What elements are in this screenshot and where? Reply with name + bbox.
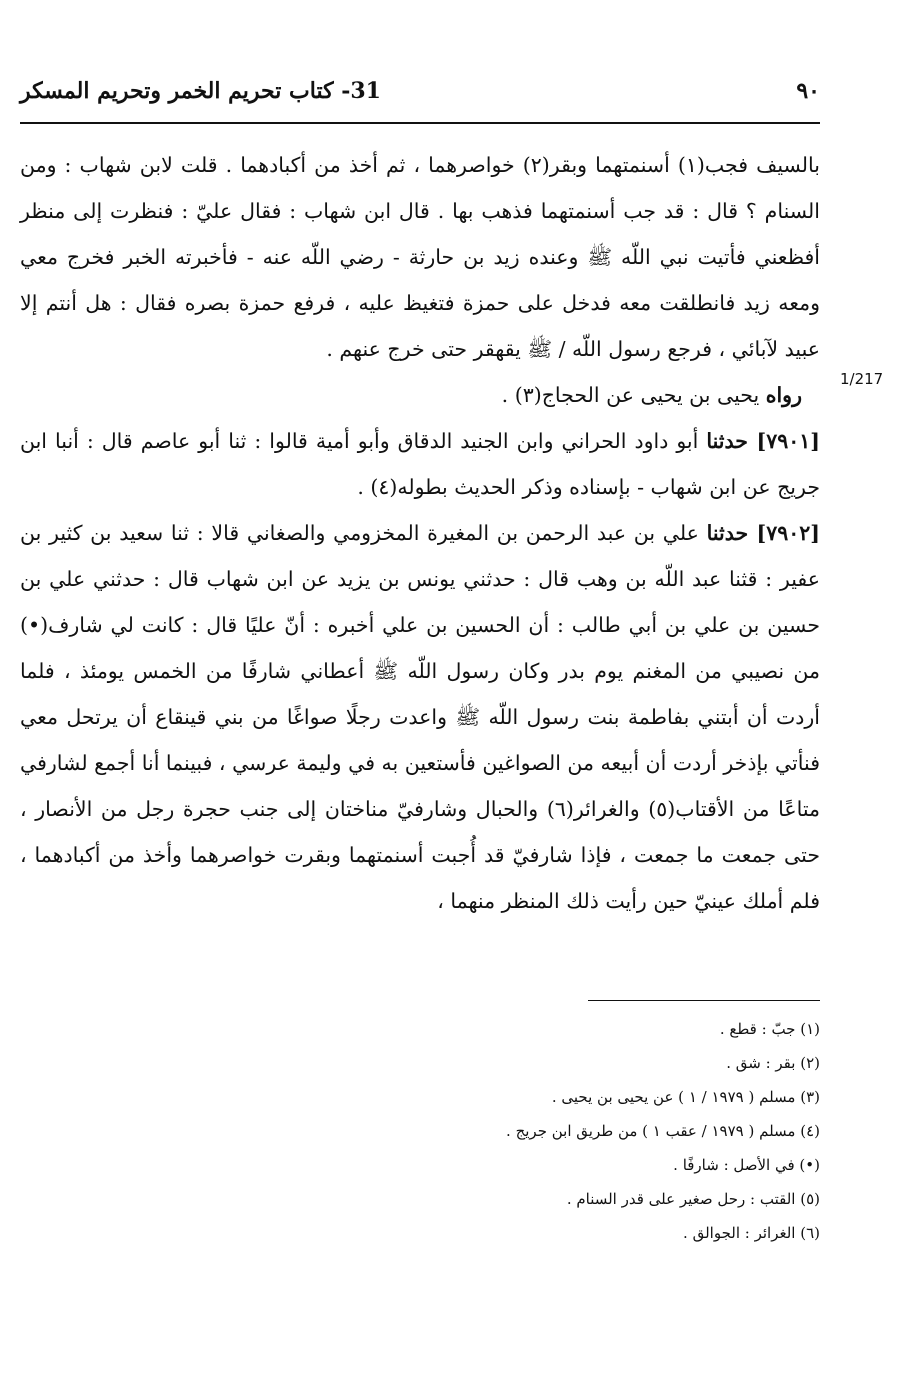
main-text (20, 142, 820, 924)
manuscript-folio-reference: 1/217 (840, 370, 884, 388)
footnote: (٤) مسلم ( ١٩٧٩ / عقب ١ ) من طريق ابن جريج . (506, 1122, 820, 1140)
hadith-number-lead: [٧٩٠٢] حدثنا (706, 521, 820, 545)
footnote: (٥) القتب : رحل صغير على قدر السنام . (566, 1190, 820, 1208)
hadith-paragraph (20, 418, 820, 510)
footnote: (٢) بقر : شق . (726, 1054, 820, 1072)
paragraph-text: يحيى بن يحيى عن الحجاج(٣) . (501, 383, 766, 407)
footnote: (•) في الأصل : شارفًا . (673, 1156, 820, 1174)
footnote: (٣) مسلم ( ١٩٧٩ / ١ ) عن يحيى بن يحيى . (551, 1088, 820, 1106)
page-header (20, 72, 820, 118)
header-divider (20, 122, 820, 124)
paragraph-text: بالسيف فجب(١) أسنمتهما وبقر(٢) خواصرهما ، ثم أخذ من أكبادهما . قلت لابن شهاب : ومن السنام ؟ قال : قد جب أسنمتهما فذهب بها . قال ابن شهاب : فقال عليّ : فنظرت إلى منظر أفظعني فأتيت نبي اللّه ﷺ وعنده زيد بن حارثة - رضي اللّه عنه - فأخبرته الخبر فخرج معي ومعه زيد فانطلقت معه فدخل على حمزة فتغيظ عليه ، فرفع حمزة بصره فقال : هل أنتم إلا عبيد لآبائي ، فرجع رسول اللّه / ﷺ يقهقر حتى خرج عنهم . (20, 153, 820, 361)
page-number: ٩٠ (796, 78, 820, 104)
paragraph (20, 142, 820, 372)
footnote: (٦) الغرائر : الجوالق . (683, 1224, 820, 1242)
paragraph-lead: رواه (765, 383, 802, 407)
hadith-number-lead: [٧٩٠١] حدثنا (706, 429, 820, 453)
paragraph (20, 372, 820, 418)
paragraph-text: أبو داود الحراني وابن الجنيد الدقاق وأبو أمية قالوا : ثنا أبو عاصم قال : أنبا ابن جريج عن ابن شهاب - بإسناده وذكر الحديث بطوله(٤) . (20, 429, 820, 499)
paragraph-text: علي بن عبد الرحمن بن المغيرة المخزومي والصغاني قالا : ثنا سعيد بن كثير بن عفير : قثنا عبد اللّه بن وهب قال : حدثني يونس بن يزيد عن ابن شهاب قال : حدثني علي بن حسين بن علي بن أبي طالب : أن الحسين بن علي أخبره : أنّ عليًا قال : كانت لي شارف(•) من نصيبي من المغنم يوم بدر وكان رسول اللّه ﷺ أعطاني شارفًا من الخمس يومئذ ، فلما أردت أن أبتني بفاطمة بنت رسول اللّه ﷺ واعدت رجلًا صواغًا من بني قينقاع أن يرتحل معي فنأتي بإذخر أردت أن أبيعه من الصواغين فأستعين به في وليمة عرسي ، فبينما أنا أجمع لشارفي متاعًا من الأقتاب(٥) والغرائر(٦) والحبال وشارفيّ مناختان إلى جنب حجرة رجل من الأنصار ، حتى جمعت ما جمعت ، فإذا شارفيّ قد أُجبت أسنمتهما وبقرت خواصرهما وأخذ من أكبادهما ، فلم أملك عينيّ حين رأيت ذلك المنظر منهما ، (20, 521, 820, 913)
footnote: (١) جبّ : قطع . (719, 1020, 820, 1038)
footnotes (300, 1012, 820, 1250)
chapter-title: 31- كتاب تحريم الخمر وتحريم المسكر (20, 78, 381, 104)
hadith-paragraph (20, 510, 820, 924)
footnote-divider (588, 1000, 820, 1001)
